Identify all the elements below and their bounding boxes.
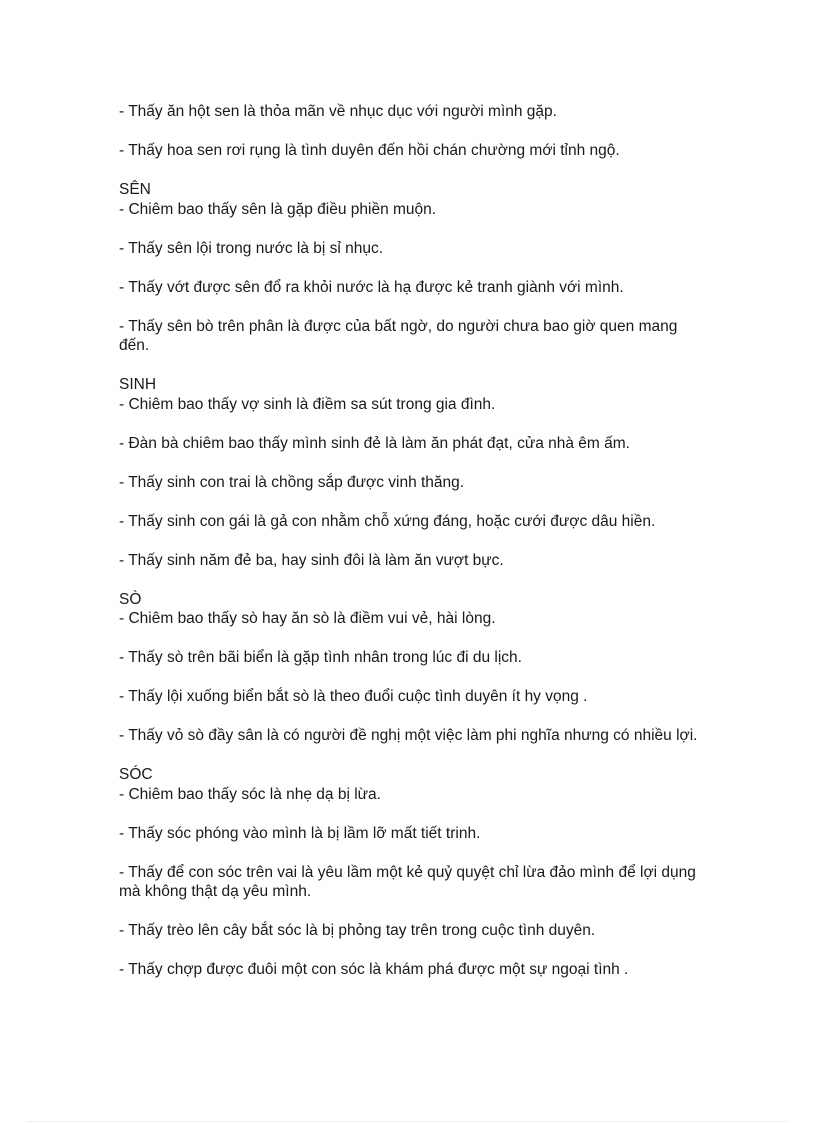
paragraph: - Thấy trèo lên cây bắt sóc là bị phỏng tay trên trong cuộc tình duyên. [119, 922, 596, 939]
paragraph: - Thấy ăn hột sen là thỏa mãn về nhục dục với người mình gặp. [119, 103, 557, 120]
document-body [119, 102, 699, 999]
section-heading-so: SÒ [119, 590, 142, 608]
paragraph: - Thấy sò trên bãi biển là gặp tình nhân trong lúc đi du lịch. [119, 649, 522, 666]
paragraph: - Đàn bà chiêm bao thấy mình sinh đẻ là làm ăn phát đạt, cửa nhà êm ấm. [119, 434, 630, 452]
paragraph: - Chiêm bao thấy sò hay ăn sò là điềm vui vẻ, hài lòng. [119, 610, 496, 627]
paragraph: - Thấy sên lội trong nước là bị sỉ nhục. [119, 239, 384, 257]
paragraph: - Thấy sinh năm đẻ ba, hay sinh đôi là làm ăn vượt bực. [119, 551, 504, 569]
paragraph: - Thấy chợp được đuôi một con sóc là khám phá được một sự ngoại tình . [119, 961, 629, 978]
paragraph: - Chiêm bao thấy sóc là nhẹ dạ bị lừa. [119, 785, 381, 803]
page-bottom-rule [28, 1121, 788, 1122]
paragraph: - Thấy để con sóc trên vai là yêu lầm một kẻ quỷ quyệt chỉ lừa đảo mình để lợi dụng mà không thật dạ yêu mình. [119, 863, 696, 900]
paragraph: - Thấy hoa sen rơi rụng là tình duyên đến hồi chán chường mới tỉnh ngộ. [119, 142, 620, 159]
paragraph: - Chiêm bao thấy vợ sinh là điềm sa sút trong gia đình. [119, 395, 496, 413]
section-heading-sinh: SINH [119, 376, 157, 393]
paragraph: - Thấy vớt được sên đổ ra khỏi nước là hạ được kẻ tranh giành với mình. [119, 278, 624, 296]
paragraph: - Chiêm bao thấy sên là gặp điều phiền muộn. [119, 200, 437, 218]
section-heading-sen: SÊN [119, 181, 151, 198]
paragraph: - Thấy sinh con gái là gả con nhằm chỗ xứng đáng, hoặc cưới được dâu hiền. [119, 512, 656, 530]
paragraph: - Thấy vỏ sò đầy sân là có người đề nghị một việc làm phi nghĩa nhưng có nhiều lợi. [119, 727, 698, 744]
paragraph: - Thấy sên bò trên phân là được của bất ngờ, do người chưa bao giờ quen mang đến. [119, 317, 678, 354]
paragraph: - Thấy sóc phóng vào mình là bị lầm lỡ mất tiết trinh. [119, 824, 481, 842]
paragraph: - Thấy sinh con trai là chồng sắp được vinh thăng. [119, 473, 465, 491]
paragraph: - Thấy lội xuống biển bắt sò là theo đuổi cuộc tình duyên ít hy vọng . [119, 688, 588, 705]
section-heading-soc: SÓC [119, 766, 153, 783]
